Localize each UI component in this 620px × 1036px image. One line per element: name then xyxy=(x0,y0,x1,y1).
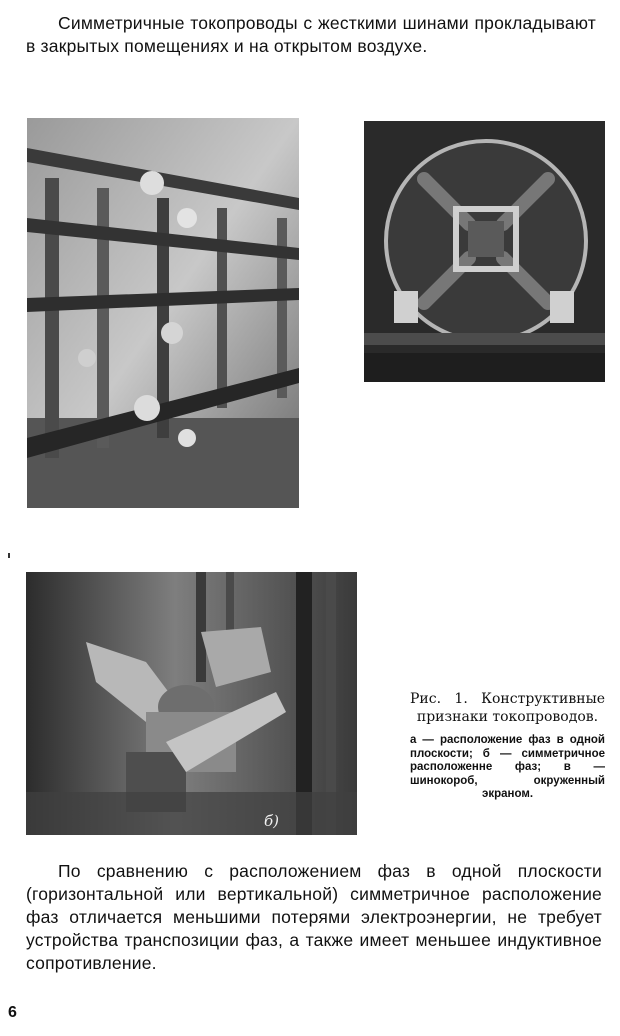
figure-caption xyxy=(410,690,605,802)
page-number: 6 xyxy=(8,1004,17,1021)
figure-photo-b xyxy=(364,121,605,382)
paragraph-top: Симметричные токопроводы с жесткими шинами прокладывают в закрытых помещениях и на открытом воздухе. xyxy=(26,13,596,56)
stray-mark xyxy=(8,553,10,558)
paragraph-bottom: По сравнению с расположением фаз в одной плоскости (горизонтальной или вертикальной) симметричное расположение фаз отличается меньшими потерями электроэнергии, не требует устройства транспозиции фаз, а также имеет меньшее индуктивное сопротивление. xyxy=(26,861,602,973)
caption-note: а — расположение фаз в одной плоскости; б — симметричное расположенне фаз; в — шинокороб, окруженный экраном. xyxy=(410,734,605,800)
figure-photo-a xyxy=(27,118,299,508)
photo-c-label: б) xyxy=(264,812,280,830)
figure-photo-c xyxy=(26,572,357,835)
caption-title: Рис. 1. Конструктивные признаки токопроводов. xyxy=(410,691,605,725)
